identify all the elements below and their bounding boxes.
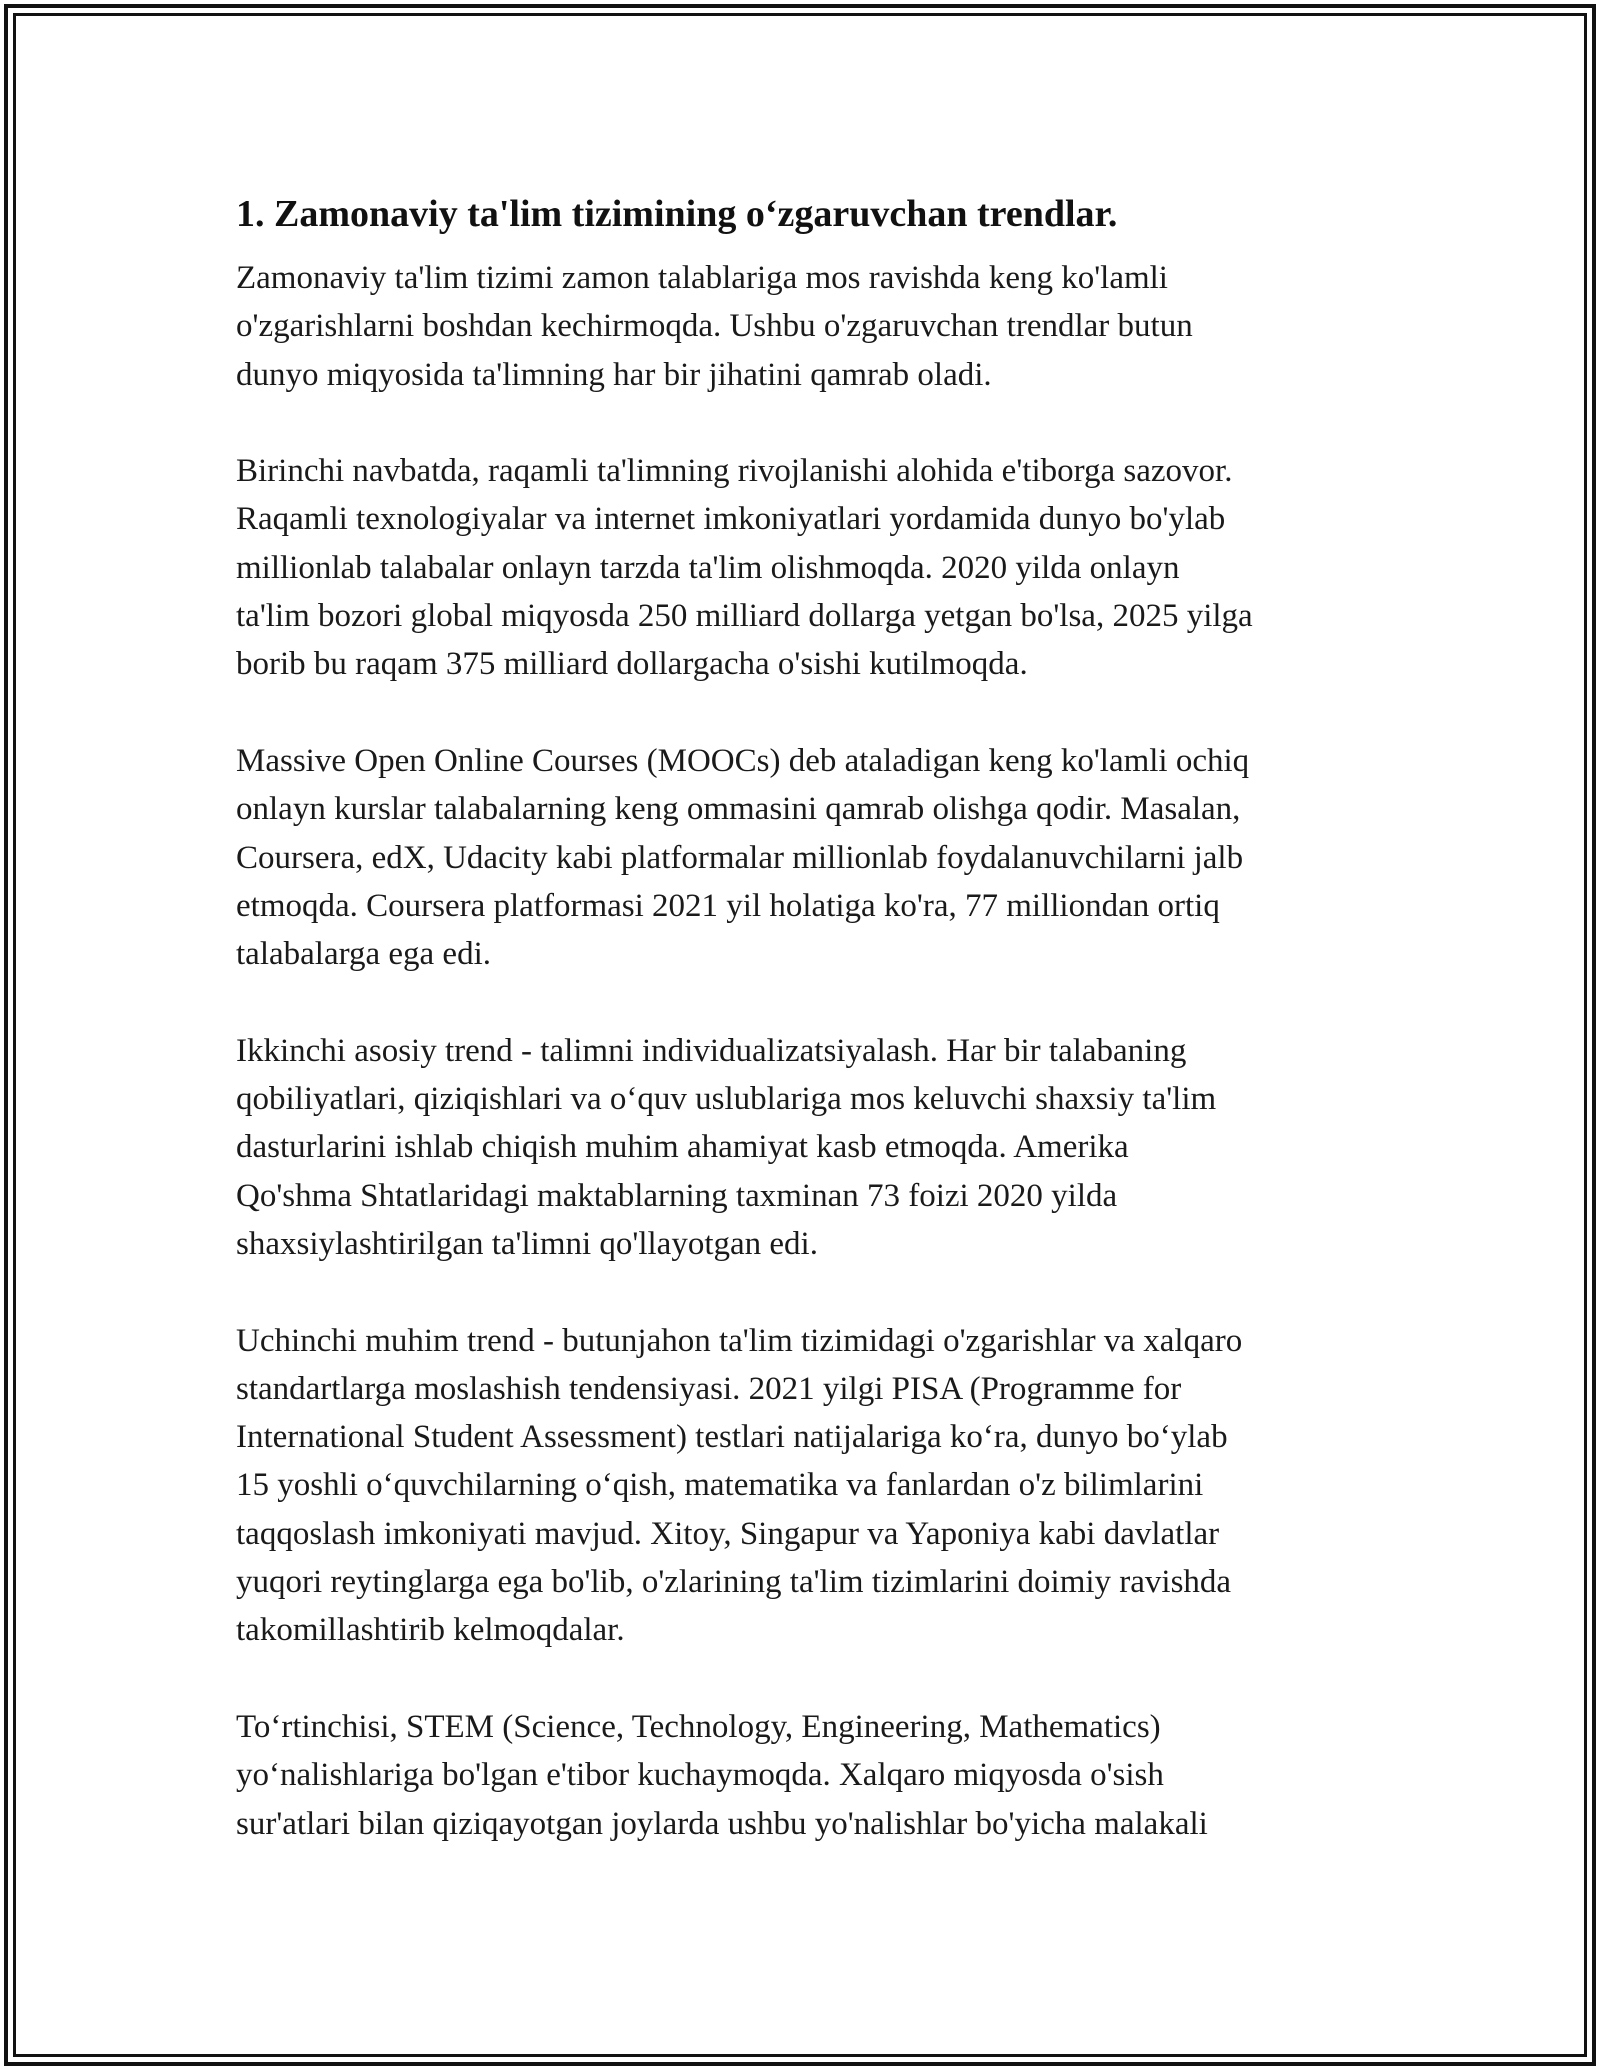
paragraph-line: Massive Open Online Courses (MOOCs) deb ataladigan keng ko'lamli ochiq — [236, 742, 1250, 779]
paragraph-line: Raqamli texnologiyalar va internet imkoniyatlari yordamida dunyo bo'ylab — [236, 501, 1226, 538]
paragraph-list — [236, 254, 1376, 1848]
paragraph — [236, 447, 1376, 688]
paragraph-line: shaxsiylashtirilgan ta'limni qo'llayotgan edi. — [236, 1225, 818, 1262]
paragraph — [236, 737, 1376, 978]
paragraph-line: etmoqda. Coursera platformasi 2021 yil holatiga ko'ra, 77 milliondan ortiq — [236, 887, 1220, 924]
paragraph-line: Zamonaviy ta'lim tizimi zamon talablariga mos ravishda keng ko'lamli — [236, 260, 1168, 296]
paragraph-line: dunyo miqyosida ta'limning har bir jihatini qamrab oladi. — [236, 356, 992, 393]
paragraph-line: Coursera, edX, Udacity kabi platformalar millionlab foydalanuvchilarni jalb — [236, 839, 1244, 876]
paragraph-line: International Student Assessment) testlari natijalariga ko‘ra, dunyo bo‘ylab — [236, 1419, 1228, 1456]
paragraph — [236, 1027, 1376, 1268]
paragraph-line: Qo'shma Shtatlaridagi maktablarning taxminan 73 foizi 2020 yilda — [236, 1177, 1118, 1214]
paragraph-line: millionlab talabalar onlayn tarzda ta'lim olishmoqda. 2020 yilda onlayn — [236, 549, 1180, 586]
paragraph-line: taqqoslash imkoniyati mavjud. Xitoy, Singapur va Yaponiya kabi davlatlar — [236, 1515, 1220, 1552]
paragraph-line: Uchinchi muhim trend - butunjahon ta'lim tizimidagi o'zgarishlar va xalqaro — [236, 1322, 1243, 1359]
paragraph-line: talabalarga ega edi. — [236, 936, 491, 973]
paragraph-line: onlayn kurslar talabalarning keng ommasini qamrab olishga qodir. Masalan, — [236, 791, 1241, 828]
paragraph-line: standartlarga moslashish tendensiyasi. 2021 yilgi PISA (Programme for — [236, 1370, 1182, 1407]
paragraph-line: 15 yoshli o‘quvchilarning o‘qish, matematika va fanlardan o'z bilimlarini — [236, 1467, 1204, 1504]
paragraph-line: Ikkinchi asosiy trend - talimni individualizatsiyalash. Har bir talabaning — [236, 1032, 1187, 1069]
paragraph — [236, 1317, 1376, 1655]
paragraph-line: qobiliyatlari, qiziqishlari va o‘quv uslublariga mos keluvchi shaxsiy ta'lim — [236, 1081, 1217, 1118]
paragraph — [236, 1703, 1376, 1848]
paragraph-line: ta'lim bozori global miqyosda 250 milliard dollarga yetgan bo'lsa, 2025 yilga — [236, 598, 1253, 635]
paragraph-line: o'zgarishlarni boshdan kechirmoqda. Ushbu o'zgaruvchan trendlar butun — [236, 308, 1193, 345]
paragraph-line: yuqori reytinglarga ega bo'lib, o'zlarining ta'lim tizimlarini doimiy ravishda — [236, 1564, 1232, 1601]
paragraph-line: To‘rtinchisi, STEM (Science, Technology, Engineering, Mathematics) — [236, 1708, 1161, 1745]
paragraph — [236, 254, 1376, 399]
paragraph-line: takomillashtirib kelmoqdalar. — [236, 1612, 625, 1649]
paragraph-line: sur'atlari bilan qiziqayotgan joylarda ushbu yo'nalishlar bo'yicha malakali — [236, 1805, 1208, 1842]
paragraph-line: yo‘nalishlariga bo'lgan e'tibor kuchaymoqda. Xalqaro miqyosda o'sish — [236, 1757, 1164, 1794]
paragraph-line: dasturlarini ishlab chiqish muhim ahamiyat kasb etmoqda. Amerika — [236, 1129, 1129, 1166]
paragraph-line: Birinchi navbatda, raqamli ta'limning rivojlanishi alohida e'tiborga sazovor. — [236, 453, 1233, 490]
paragraph-line: borib bu raqam 375 milliard dollargacha o'sishi kutilmoqda. — [236, 646, 1028, 683]
document-body — [236, 186, 1376, 1896]
section-title: 1. Zamonaviy ta'lim tizimining o‘zgaruvchan trendlar. — [236, 193, 1118, 235]
